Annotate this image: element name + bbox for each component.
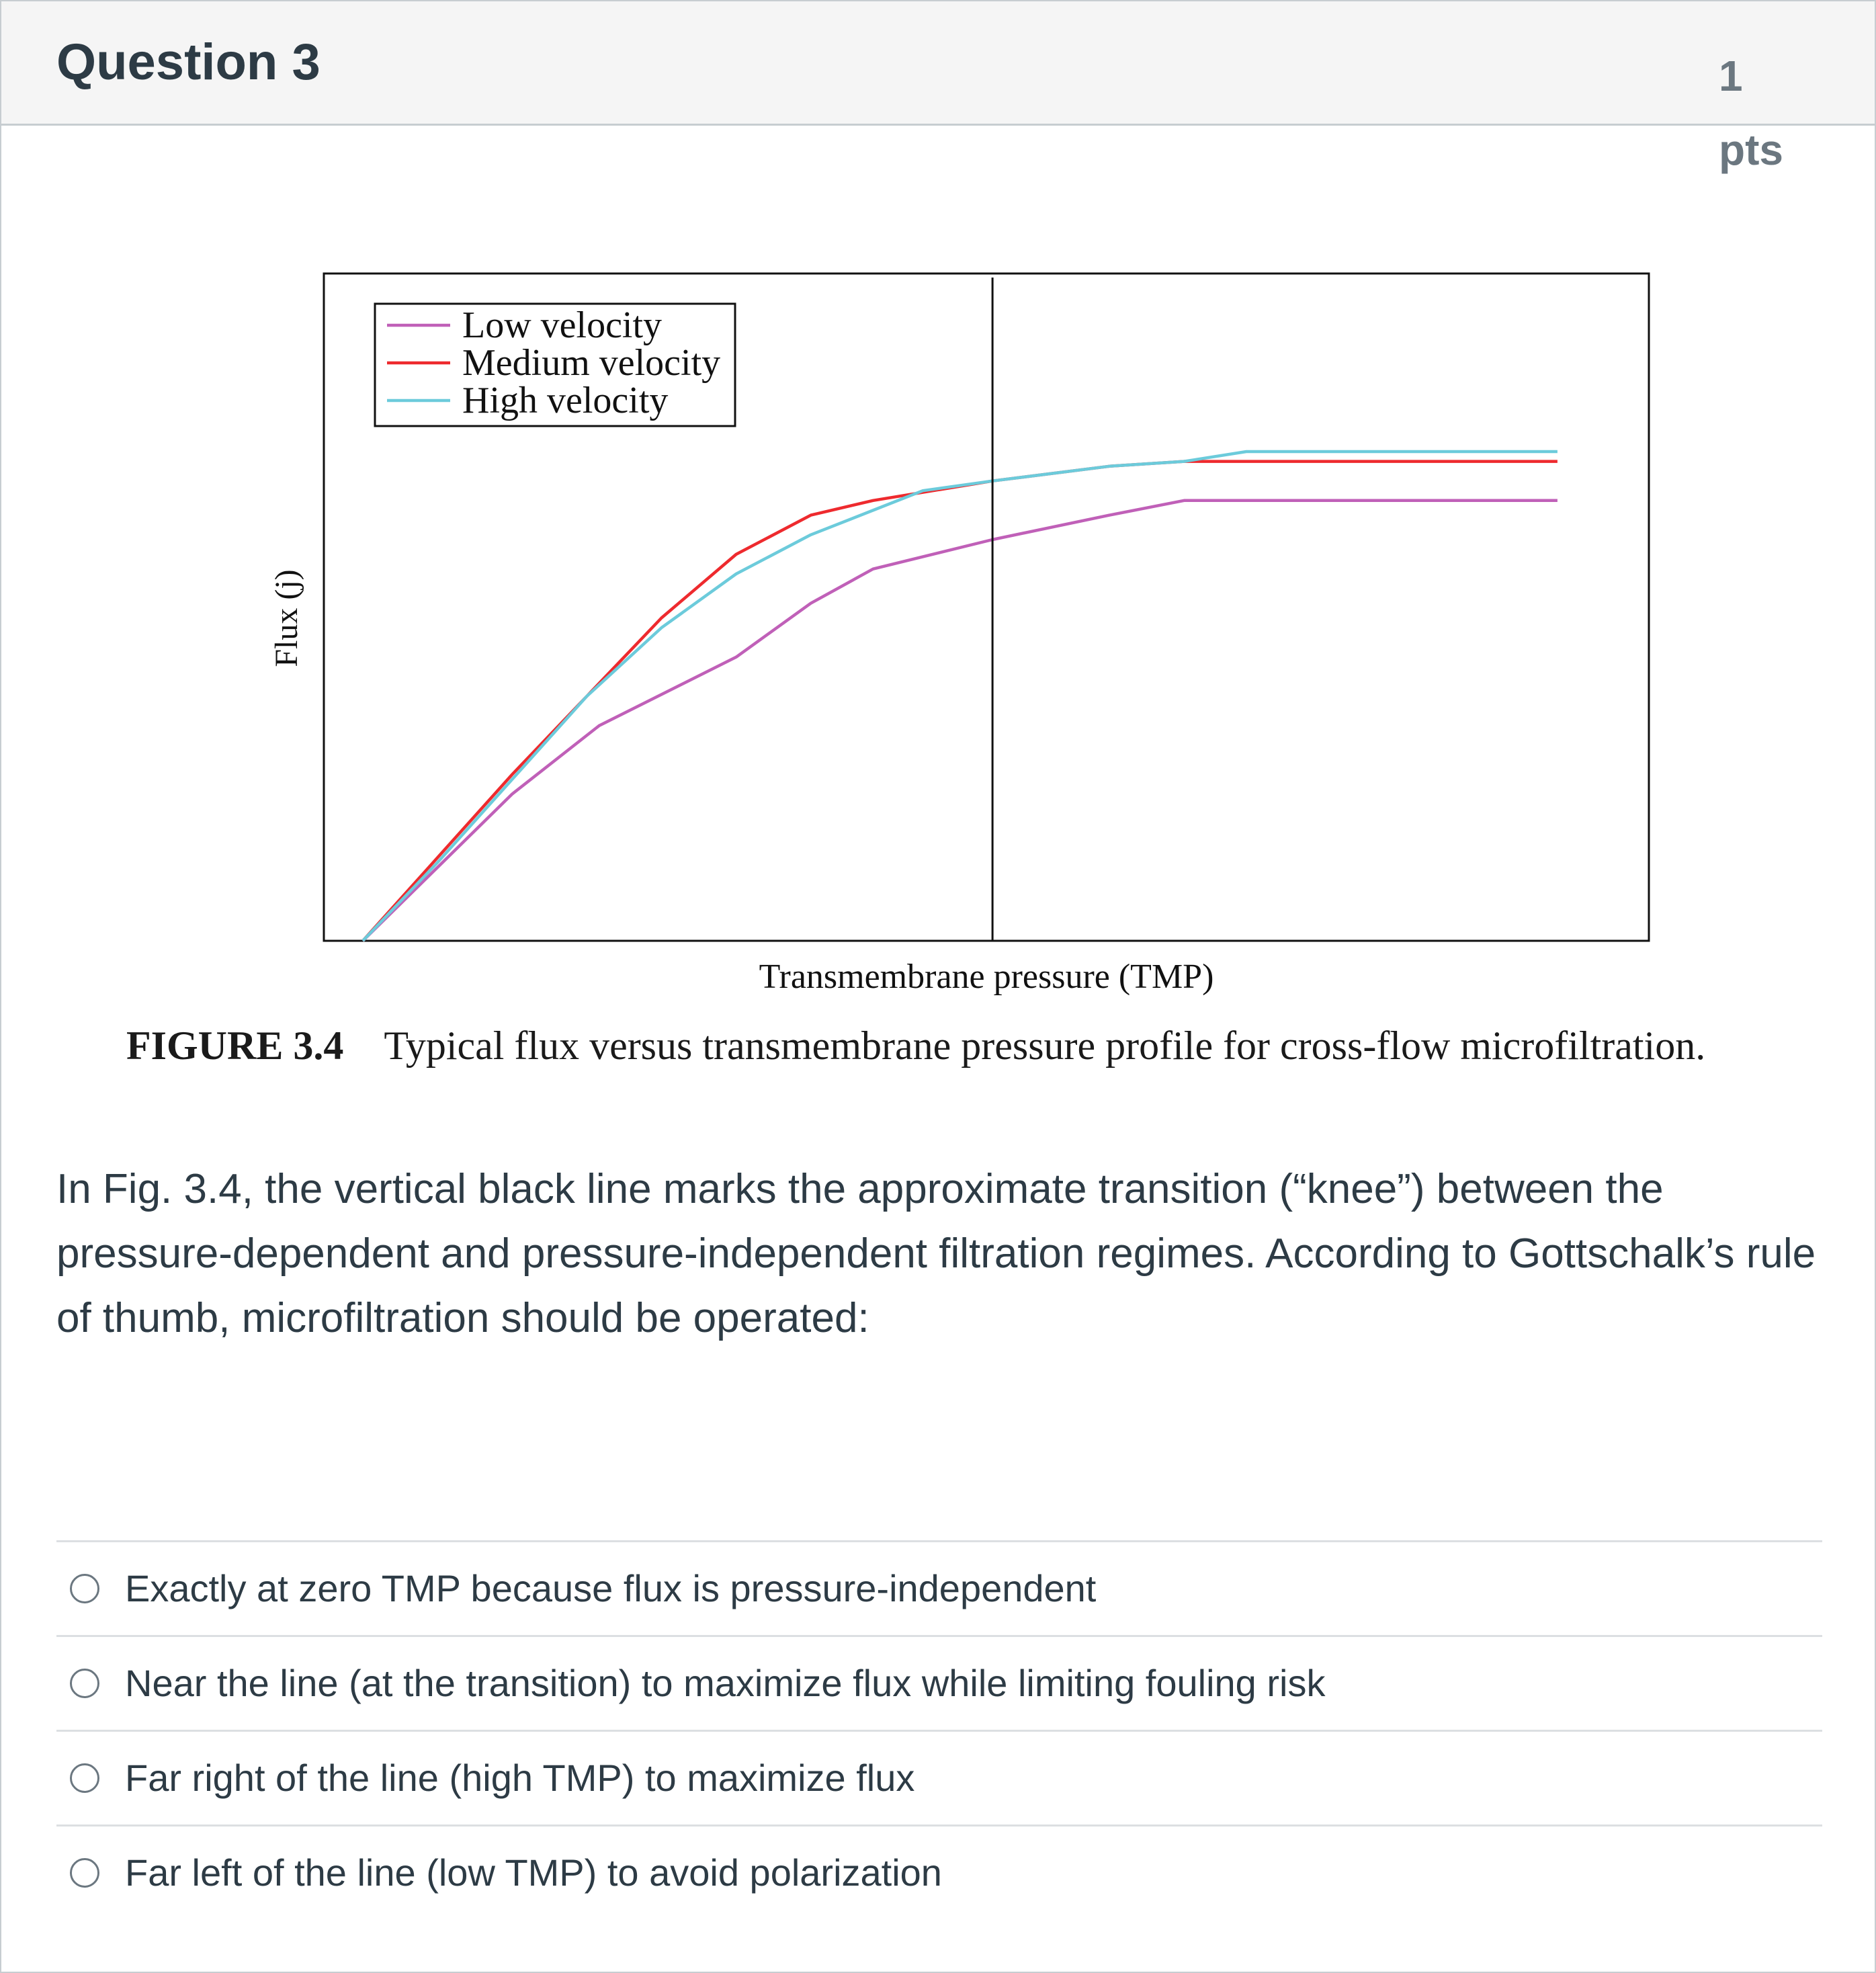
answer-label[interactable]: Exactly at zero TMP because flux is pressure-independent [125, 1567, 1097, 1609]
answer-label[interactable]: Far left of the line (low TMP) to avoid polarization [125, 1851, 942, 1894]
radio-button[interactable] [70, 1763, 99, 1793]
answer-option[interactable] [56, 1730, 1822, 1824]
answer-option[interactable] [56, 1824, 1822, 1919]
figure-caption-text: Typical flux versus transmembrane pressure profile for cross-flow microfiltration. [384, 1023, 1706, 1068]
question-points: 1 pts [1719, 52, 1783, 174]
radio-button[interactable] [70, 1669, 99, 1698]
figure [1, 1, 1876, 1103]
answer-option[interactable] [56, 1635, 1822, 1730]
x-axis-label: Transmembrane pressure (TMP) [759, 958, 1214, 996]
question-title: Question 3 [56, 34, 321, 91]
answer-option[interactable] [56, 1540, 1822, 1635]
legend-label: High velocity [462, 380, 669, 421]
answer-label[interactable]: Far right of the line (high TMP) to maximize flux [125, 1757, 915, 1799]
question-text: In Fig. 3.4, the vertical black line marks the approximate transition (“knee”) between the pressure-dependent and pressure-independent filtration regimes. According to Gottschalk’s rule of thumb, microfiltration should be operated: [56, 1166, 1816, 1341]
radio-button[interactable] [70, 1858, 99, 1888]
flux-tmp-chart [1, 1, 1876, 1009]
radio-button[interactable] [70, 1574, 99, 1603]
answer-list [56, 1540, 1822, 1919]
figure-number: FIGURE 3.4 [126, 1023, 344, 1068]
answer-label[interactable]: Near the line (at the transition) to maximize flux while limiting fouling risk [125, 1662, 1326, 1704]
y-axis-label: Flux (j) [269, 569, 304, 667]
legend-label: Medium velocity [462, 342, 721, 384]
figure-caption [126, 1023, 1705, 1069]
legend-label: Low velocity [462, 304, 663, 346]
